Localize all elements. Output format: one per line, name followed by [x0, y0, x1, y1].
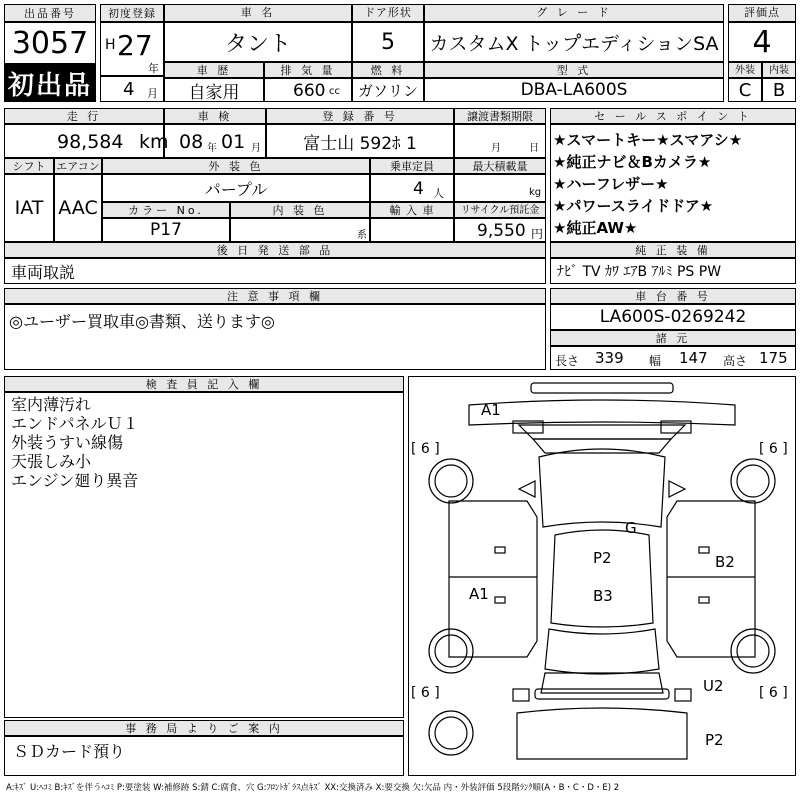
office-label: 事 務 局 よ り ご 案 内: [4, 720, 404, 736]
sales-point: ★純正AW★: [553, 219, 638, 237]
left-side-panel: [449, 501, 537, 657]
mileage-cell: [4, 124, 169, 158]
left-handle-front: [495, 547, 505, 553]
plate-label: 登 録 番 号: [266, 108, 454, 124]
grade-label: グ レ ー ド: [424, 4, 724, 22]
tire-front-left-inner: [435, 465, 467, 497]
car-name: タント: [164, 22, 352, 62]
sales-label: セ ー ル ス ポ イ ン ト: [550, 108, 796, 124]
displacement-unit: cc: [329, 86, 340, 97]
load-cell: [454, 174, 546, 202]
mark-a1-front: A1: [481, 401, 501, 419]
rear-bumper: [535, 689, 669, 699]
recycle-unit: 円: [531, 227, 544, 241]
left-handle-rear: [495, 597, 505, 603]
capacity-cell: [370, 174, 454, 202]
inspection-cell: [164, 124, 266, 158]
inspector-box: [4, 392, 404, 718]
import-cell: [370, 218, 454, 242]
front-bumper: [531, 383, 673, 393]
shift: IAT: [4, 174, 54, 242]
import-label: 輸 入 車: [370, 202, 454, 218]
inspector-line: エンジン廻り異音: [11, 471, 139, 490]
color-no-label: カラー No.: [102, 202, 230, 218]
door-label: ドア形状: [352, 4, 424, 22]
model: DBA-LA600S: [424, 78, 724, 102]
color-no: P17: [102, 218, 230, 242]
displacement: 660: [293, 81, 326, 101]
hood: [519, 425, 685, 439]
width-label: 幅: [649, 354, 662, 368]
parts: 車両取説: [4, 258, 546, 284]
exterior-label: 外装: [728, 62, 762, 78]
registration-month: 4: [123, 79, 135, 100]
sales-point: ★ハーフレザー★: [553, 175, 669, 193]
capacity-unit: 人: [433, 187, 444, 200]
tire-front-left: [429, 459, 473, 503]
car-diagram-svg: [409, 377, 795, 775]
tire-tread-front-left: [ 6 ]: [411, 441, 440, 457]
mark-b3-roof: B3: [593, 587, 613, 605]
roof: [551, 530, 653, 627]
right-side-panel: [667, 501, 755, 657]
mileage-unit: km: [139, 131, 169, 153]
transfer-day-unit: 日: [529, 143, 539, 154]
chassis-label: 車 台 番 号: [550, 288, 796, 304]
lot-number: 3057: [4, 22, 96, 64]
displacement-cell: [264, 78, 352, 102]
spec-label: 諸 元: [550, 330, 796, 346]
chassis-number: LA600S-0269242: [550, 304, 796, 330]
transfer-cell: [454, 124, 546, 158]
model-label: 型 式: [424, 62, 724, 78]
spec-row: [550, 346, 796, 370]
car-diagram: [408, 376, 796, 776]
int-color-unit: 系: [357, 230, 367, 241]
recycle-cell: [454, 218, 546, 242]
mark-p2-roof: P2: [593, 549, 612, 567]
capacity: 4: [413, 179, 424, 199]
spare-tire-inner: [435, 717, 467, 749]
registration-month-cell: [100, 76, 164, 102]
mileage: 98,584: [57, 131, 124, 153]
ext-color-label: 外 装 色: [102, 158, 370, 174]
mark-a1-left: A1: [469, 585, 489, 603]
tailgate: [541, 673, 663, 693]
equipment-label: 純 正 装 備: [550, 242, 796, 258]
registration-year-cell: [100, 22, 164, 76]
tire-tread-rear-left: [ 6 ]: [411, 685, 440, 701]
first-listing-badge: 初出品: [4, 64, 96, 102]
taillight-right: [675, 689, 691, 701]
inspector-line: 天張しみ小: [11, 452, 92, 471]
plate: 富士山 592ﾎ 1: [266, 124, 454, 158]
registration-year-unit: 年: [148, 62, 159, 75]
tire-rear-right-inner: [737, 635, 769, 667]
front-outline: [469, 400, 735, 425]
ac-label: エアコン: [54, 158, 102, 174]
doors: 5: [352, 22, 424, 62]
tire-tread-rear-right: [ 6 ]: [759, 685, 788, 701]
height-value: 175: [759, 349, 788, 367]
inspector-line: 外装うすい線傷: [11, 433, 124, 452]
inspector-label: 検 査 員 記 入 欄: [4, 376, 404, 392]
notes-label: 注 意 事 項 欄: [4, 288, 546, 304]
fuel-label: 燃 料: [352, 62, 424, 78]
tire-tread-front-right: [ 6 ]: [759, 441, 788, 457]
capacity-label: 乗車定員: [370, 158, 454, 174]
recycle-label: リサイクル預託金: [454, 202, 546, 218]
registration-era: H: [105, 37, 116, 53]
height-label: 高さ: [723, 354, 748, 368]
inspector-line: 室内薄汚れ: [11, 395, 92, 414]
load-unit: kg: [529, 187, 542, 198]
inspection-label: 車 検: [164, 108, 266, 124]
tire-front-right-inner: [737, 465, 769, 497]
rear-floor: [517, 708, 687, 759]
car-name-label: 車 名: [164, 4, 352, 22]
transfer-label: 譲渡書類期限: [454, 108, 546, 124]
mark-b2-right: B2: [715, 553, 735, 571]
length-value: 339: [595, 349, 624, 367]
inspector-line: エンドパネルＵ１: [11, 414, 139, 433]
sales-point: ★純正ナビ＆Bカメラ★: [553, 153, 712, 171]
legend: A:ｷｽﾞ U:ﾍｺﾐ B:ｷｽﾞを伴うﾍｺﾐ P:要塗装 W:補修跡 S:錆 C:腐食、穴 G:ﾌﾛﾝﾄｶﾞﾗｽ点ｷｽﾞ XX:交換済み X:要交換 欠:欠品 内・外装評価 5段階ﾗﾝｸ順(A・B・C・D・E) 2: [6, 783, 620, 793]
sales-points: [550, 124, 796, 242]
sales-point: ★パワースライドドア★: [553, 197, 714, 215]
notes-text: ◎ユーザー買取車◎書類、送ります◎: [9, 312, 275, 331]
history: 自家用: [164, 78, 264, 102]
mark-g-windshield: G: [625, 519, 637, 537]
score: 4: [728, 22, 796, 62]
right-handle-front: [699, 547, 709, 553]
office-box: [4, 736, 404, 776]
parts-label: 後 日 発 送 部 品: [4, 242, 546, 258]
int-color-cell: [230, 218, 370, 242]
tire-rear-left-inner: [435, 635, 467, 667]
int-color-label: 内 装 色: [230, 202, 370, 218]
exterior-grade: C: [728, 78, 762, 102]
taillight-left: [513, 689, 529, 701]
rear-window: [545, 629, 659, 674]
shift-label: シフト: [4, 158, 54, 174]
transfer-month-unit: 月: [491, 143, 501, 154]
mark-p2-rear: P2: [705, 731, 724, 749]
inspection-year: 08: [179, 131, 204, 153]
registration-label: 初度登録: [100, 4, 164, 22]
mark-u2-right-rear: U2: [703, 677, 724, 695]
fuel: ガソリン: [352, 78, 424, 102]
lot-number-label: 出品番号: [4, 4, 96, 22]
history-label: 車 歴: [164, 62, 264, 78]
interior-label: 内装: [762, 62, 796, 78]
ext-color: パープル: [102, 174, 370, 202]
mirror-right: [669, 481, 685, 497]
sales-point: ★スマートキー★スマアシ★: [553, 131, 743, 149]
interior-grade: B: [762, 78, 796, 102]
inspection-month-unit: 月: [251, 143, 261, 154]
equipment: ﾅﾋﾞ TV ｶﾜ ｴｱB ｱﾙﾐ PS PW: [550, 258, 796, 284]
displacement-label: 排 気 量: [264, 62, 352, 78]
width-value: 147: [679, 349, 708, 367]
grade: カスタムX トップ゚エディションSA: [424, 22, 724, 62]
score-label: 評価点: [728, 4, 796, 22]
registration-month-unit: 月: [147, 87, 158, 100]
registration-year: 27: [117, 29, 153, 62]
inspection-month: 01: [221, 131, 246, 153]
notes-box: [4, 304, 546, 370]
office-text: ＳＤカード預り: [13, 742, 126, 761]
right-handle-rear: [699, 597, 709, 603]
windshield: [539, 449, 665, 527]
hood-lower: [533, 439, 671, 453]
recycle: 9,550: [477, 221, 526, 241]
inspection-year-unit: 年: [207, 143, 217, 154]
mirror-left: [519, 481, 535, 497]
mileage-label: 走 行: [4, 108, 164, 124]
length-label: 長さ: [555, 354, 580, 368]
ac: AAC: [54, 174, 102, 242]
load-label: 最大積載量: [454, 158, 546, 174]
